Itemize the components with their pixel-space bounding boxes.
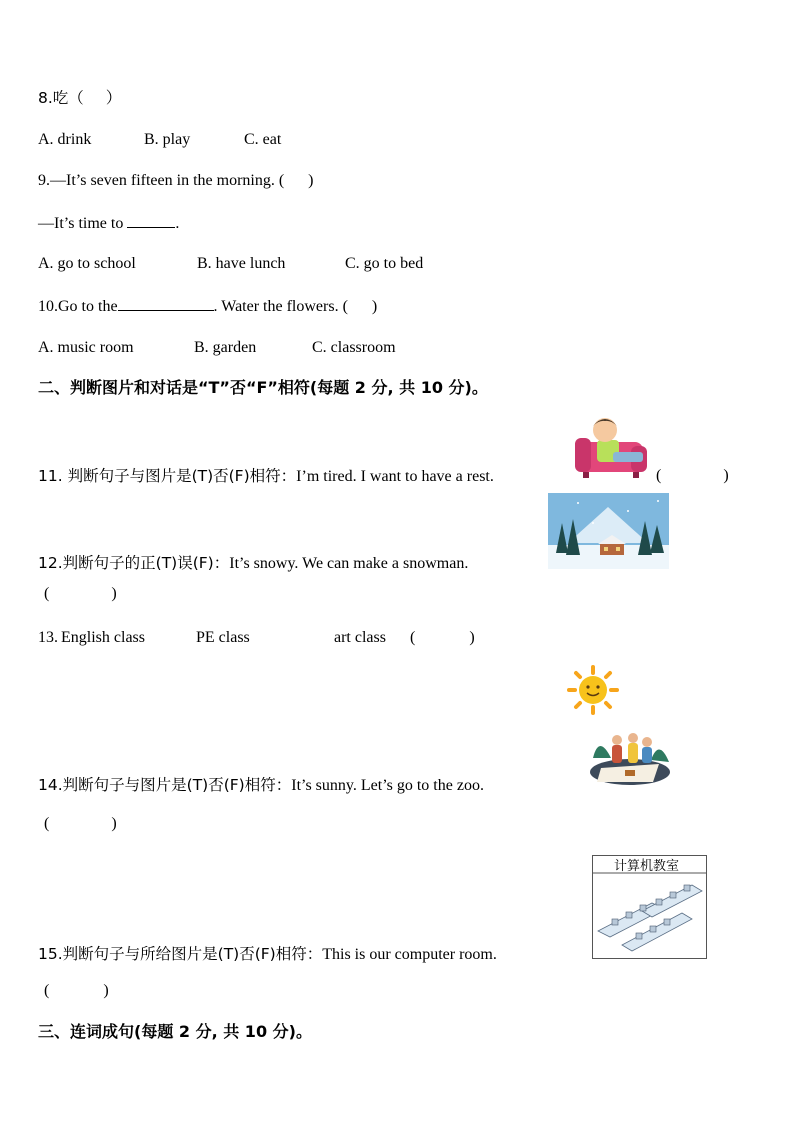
q13-answer[interactable]: ( ) xyxy=(410,629,475,646)
q13-option-pe[interactable]: PE class xyxy=(196,629,250,646)
q8-stem: 8.吃（ ） xyxy=(38,89,122,107)
section-3-heading: 三、连词成句(每题 2 分, 共 10 分)。 xyxy=(38,1022,312,1041)
q8-option-a[interactable]: A. drink xyxy=(38,131,92,148)
section-2-heading: 二、判断图片和对话是“T”否“F”相符(每题 2 分, 共 10 分)。 xyxy=(38,378,488,397)
q10-blank[interactable] xyxy=(118,296,214,311)
picnic-image xyxy=(589,728,671,786)
q9-stem: 9.—It’s seven fifteen in the morning. ( ) xyxy=(38,172,314,189)
sun-image xyxy=(566,665,620,715)
q10-option-c[interactable]: C. classroom xyxy=(312,339,396,356)
q9-option-c[interactable]: C. go to bed xyxy=(345,255,424,272)
q10-option-b[interactable]: B. garden xyxy=(194,339,257,356)
q8-option-c[interactable]: C. eat xyxy=(244,131,282,148)
snowy-landscape-image xyxy=(548,493,669,569)
q13-option-english[interactable]: English class xyxy=(61,629,145,646)
q11-text: 11. 判断句子与图片是(T)否(F)相符：I’m tired. I want to have a rest. xyxy=(38,467,494,485)
computer-room-sign: 计算机教室 xyxy=(614,859,680,874)
q12-text: 12.判断句子的正(T)误(F)：It’s snowy. We can make a snowman. xyxy=(38,554,469,572)
q13-num: 13. xyxy=(38,629,58,646)
q9-option-b[interactable]: B. have lunch xyxy=(197,255,286,272)
q13-option-art[interactable]: art class xyxy=(334,629,386,646)
q10-option-a[interactable]: A. music room xyxy=(38,339,134,356)
q8-option-b[interactable]: B. play xyxy=(144,131,191,148)
q10-stem: 10.Go to the . Water the flowers. ( ) xyxy=(38,298,378,315)
q14-answer[interactable]: ( ) xyxy=(44,815,117,832)
q11-answer[interactable]: ( ) xyxy=(656,467,729,484)
resting-boy-image xyxy=(573,412,649,480)
q15-answer[interactable]: ( ) xyxy=(44,982,109,999)
q12-answer[interactable]: ( ) xyxy=(44,585,117,602)
q15-text: 15.判断句子与所给图片是(T)否(F)相符：This is our computer room. xyxy=(38,945,497,963)
q9-blank[interactable] xyxy=(127,213,175,228)
q9-line2: —It’s time to . xyxy=(38,215,180,232)
q14-text: 14.判断句子与图片是(T)否(F)相符：It’s sunny. Let’s go to the zoo. xyxy=(38,776,484,794)
q9-option-a[interactable]: A. go to school xyxy=(38,255,136,272)
